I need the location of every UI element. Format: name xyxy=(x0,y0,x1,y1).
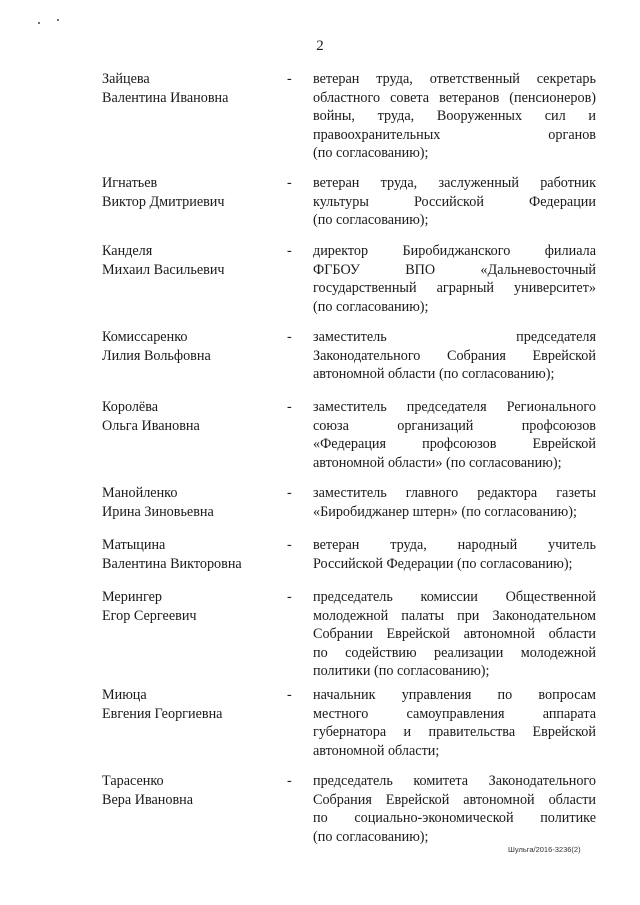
member-given-names: Вера Ивановна xyxy=(102,792,194,808)
role-line: областного совета ветеранов (пенсионеров) xyxy=(313,89,596,106)
entry-dash: - xyxy=(287,773,292,789)
role-line: губернатора и правительства Еврейской xyxy=(313,724,596,740)
member-role xyxy=(313,772,596,846)
role-line: (по согласованию); xyxy=(313,212,429,228)
role-line: ветеран труда, заслуженный работник xyxy=(313,175,596,191)
role-line: молодежной палаты при Законодательном xyxy=(313,607,596,624)
role-line: ветеран труда, народный учитель xyxy=(313,537,596,553)
member-surname: Мерингер xyxy=(102,589,163,605)
entry-dash: - xyxy=(287,175,292,191)
member-given-names: Валентина Ивановна xyxy=(102,90,229,106)
role-line: Собрании Еврейской автономной области xyxy=(313,626,596,642)
member-role xyxy=(313,588,596,681)
role-line: «Федерация профсоюзов Еврейской xyxy=(313,436,596,452)
role-line: заместитель председателя Регионального xyxy=(313,399,596,415)
role-line: заместитель главного редактора газеты xyxy=(313,485,596,501)
role-line: начальник управления по вопросам xyxy=(313,687,596,703)
role-line: Собрания Еврейской автономной области xyxy=(313,791,596,808)
member-name xyxy=(102,328,282,366)
member-name xyxy=(102,398,282,436)
role-line: ветеран труда, ответственный секретарь xyxy=(313,71,596,87)
scan-speck xyxy=(57,19,59,21)
role-line: автономной области» (по согласованию); xyxy=(313,454,562,471)
role-line: местного самоуправления аппарата xyxy=(313,705,596,722)
member-name xyxy=(102,686,282,724)
member-given-names: Егор Сергеевич xyxy=(102,608,197,624)
role-line: правоохранительных органов xyxy=(313,126,596,143)
member-surname: Канделя xyxy=(102,243,153,259)
entry-dash: - xyxy=(287,537,292,553)
role-line: автономной области (по согласованию); xyxy=(313,366,555,382)
member-role xyxy=(313,70,596,163)
role-line: политики (по согласованию); xyxy=(313,663,490,679)
role-line: (по согласованию); xyxy=(313,145,429,161)
entry-dash: - xyxy=(287,329,292,345)
member-name xyxy=(102,484,282,522)
member-surname: Королёва xyxy=(102,399,159,415)
member-given-names: Лилия Вольфовна xyxy=(102,348,211,364)
role-line: директор Биробиджанского филиала xyxy=(313,243,596,259)
role-line: Российской Федерации (по согласованию); xyxy=(313,555,573,572)
member-surname: Миюца xyxy=(102,687,147,703)
role-line: (по согласованию); xyxy=(313,828,429,845)
member-name xyxy=(102,588,282,626)
member-role xyxy=(313,242,596,316)
member-role xyxy=(313,328,596,384)
role-line: по социально-экономической политике xyxy=(313,810,596,826)
member-given-names: Виктор Дмитриевич xyxy=(102,194,225,210)
role-line: союза организаций профсоюзов xyxy=(313,417,596,434)
member-role xyxy=(313,686,596,760)
role-line: ФГБОУ ВПО «Дальневосточный xyxy=(313,261,596,278)
member-given-names: Ольга Ивановна xyxy=(102,418,200,434)
member-surname: Манойленко xyxy=(102,485,178,501)
member-name xyxy=(102,772,282,810)
page-number: 2 xyxy=(316,38,324,54)
member-given-names: Валентина Викторовна xyxy=(102,556,242,572)
member-surname: Игнатьев xyxy=(102,175,158,191)
entry-dash: - xyxy=(287,71,292,87)
member-name xyxy=(102,536,282,574)
role-line: председатель комитета Законодательного xyxy=(313,773,596,789)
role-line: культуры Российской Федерации xyxy=(313,193,596,210)
role-line: войны, труда, Вооруженных сил и xyxy=(313,108,596,124)
member-surname: Комиссаренко xyxy=(102,329,188,345)
role-line: государственный аграрный университет» xyxy=(313,280,596,296)
role-line: председатель комиссии Общественной xyxy=(313,589,596,605)
entry-dash: - xyxy=(287,243,292,259)
member-role xyxy=(313,484,596,521)
entry-dash: - xyxy=(287,485,292,501)
member-role xyxy=(313,536,596,573)
member-surname: Матыцина xyxy=(102,537,166,553)
member-role xyxy=(313,398,596,472)
member-given-names: Евгения Георгиевна xyxy=(102,706,223,722)
entry-dash: - xyxy=(287,687,292,703)
scan-speck xyxy=(38,22,40,24)
member-name xyxy=(102,70,282,108)
member-surname: Тарасенко xyxy=(102,773,164,789)
role-line: автономной области; xyxy=(313,742,440,759)
member-name xyxy=(102,174,282,212)
role-line: «Биробиджанер штерн» (по согласованию); xyxy=(313,503,577,520)
role-line: Законодательного Собрания Еврейской xyxy=(313,347,596,364)
entry-dash: - xyxy=(287,399,292,415)
member-name xyxy=(102,242,282,280)
member-role xyxy=(313,174,596,230)
entry-dash: - xyxy=(287,589,292,605)
member-given-names: Михаил Васильевич xyxy=(102,262,225,278)
member-surname: Зайцева xyxy=(102,71,150,87)
role-line: (по согласованию); xyxy=(313,298,429,315)
role-line: заместитель председателя xyxy=(313,329,596,345)
role-line: по содействию реализации молодежной xyxy=(313,644,596,661)
member-given-names: Ирина Зиновьевна xyxy=(102,504,214,520)
document-code: Шульга/2016-3236(2) xyxy=(508,845,581,854)
